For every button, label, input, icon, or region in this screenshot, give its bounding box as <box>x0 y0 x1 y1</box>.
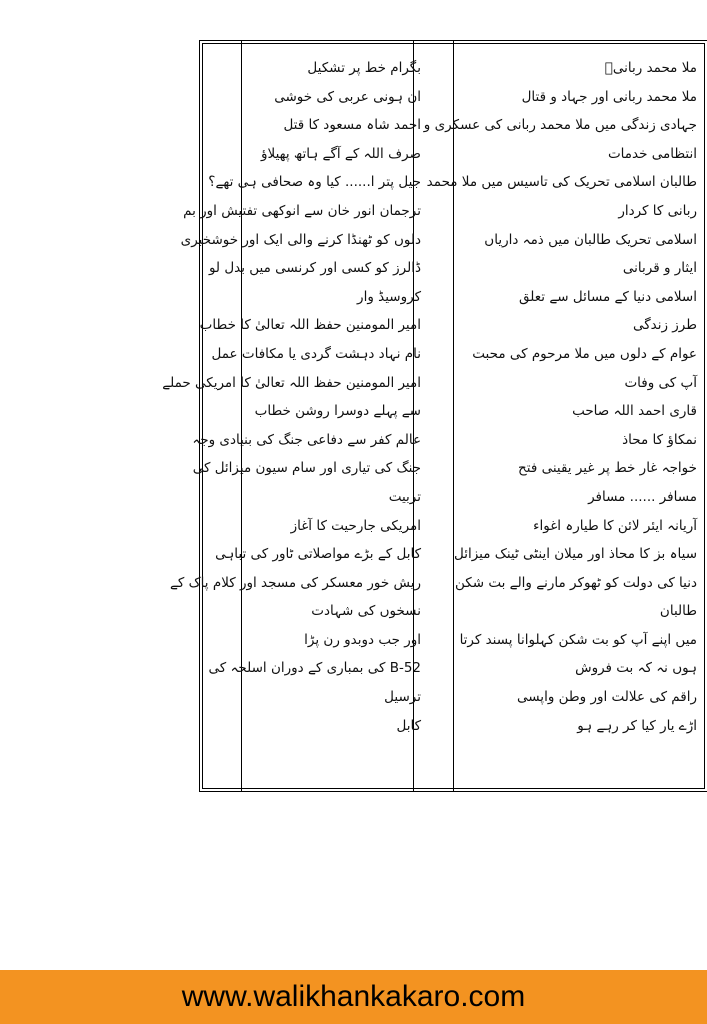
toc-entry: نمکاؤ کا محاذ <box>622 431 697 448</box>
toc-entry: کابل کے بڑے مواصلاتی ٹاور کی تباہی <box>215 546 421 563</box>
toc-entry: کابل <box>396 717 421 734</box>
toc-entry: نام نہاد دہشت گردی یا مکافات عمل <box>211 345 421 362</box>
toc-entry: ملا محمد ربانیؒ <box>604 60 697 76</box>
toc-entry: ترجمان انور خان سے انوکھی تفتیش اور بم <box>183 202 421 219</box>
toc-entry: امریکی جارحیت کا آغاز <box>290 517 421 534</box>
toc-entry: ان ہونی عربی کی خوشی <box>274 88 421 105</box>
toc-entry: سے پہلے دوسرا روشن خطاب <box>254 403 421 420</box>
toc-entry: بگرام خط پر تشکیل <box>307 60 421 76</box>
toc-entry: آپ کی وفات <box>624 374 697 391</box>
website-url[interactable]: www.walikhankakaro.com <box>181 980 526 1013</box>
toc-right-column <box>423 54 697 740</box>
toc-entry: ریش خور معسکر کی مسجد اور کلام پاک کے <box>169 574 421 591</box>
toc-entry: اڑے یار کیا کر رہے ہو <box>577 717 697 734</box>
toc-entry: میں اپنے آپ کو بت شکن کہلوانا پسند کرتا <box>459 631 697 648</box>
toc-entry: عوام کے دلوں میں ملا مرحوم کی محبت <box>472 345 697 362</box>
toc-entry: ترسیل <box>384 689 421 706</box>
toc-left-column <box>162 54 421 740</box>
toc-entry: طالبان اسلامی تحریک کی تاسیس میں ملا محمد <box>426 174 697 191</box>
toc-entry: طالبان <box>659 603 697 620</box>
toc-entry: تربیت <box>388 488 421 505</box>
toc-entry: نسخوں کی شہادت <box>311 603 421 620</box>
column-divider <box>453 41 454 791</box>
toc-entry: احمد شاہ مسعود کا قتل <box>283 117 421 134</box>
toc-entry: اور جب دوبدو رن پڑا <box>304 631 421 648</box>
toc-entry: قاری احمد اللہ صاحب <box>572 403 697 420</box>
toc-entry: ملا محمد ربانی اور جہاد و قتال <box>521 88 697 105</box>
toc-entry: ایثار و قربانی <box>622 260 697 277</box>
toc-entry: خواجہ غار خط پر غیر یقینی فتح <box>518 460 697 477</box>
toc-entry: دلوں کو ٹھنڈا کرنے والی ایک اور خوشخبری <box>180 231 421 248</box>
toc-entry: جہادی زندگی میں ملا محمد ربانی کی عسکری و <box>423 117 697 134</box>
toc-entry: ہوں نہ کہ بت فروش <box>575 660 697 677</box>
toc-entry: طرز زندگی <box>632 317 697 334</box>
toc-entry: امیر المومنین حفظ اللہ تعالیٰ کا خطاب <box>199 317 421 334</box>
toc-entry: مسافر ...... مسافر <box>588 488 697 505</box>
toc-entry: سیاہ بز کا محاذ اور میلان اینٹی ٹینک میزائل <box>454 546 697 563</box>
toc-entry: دنیا کی دولت کو ٹھوکر مارنے والے بت شکن <box>455 574 697 591</box>
toc-entry: جنگ کی تیاری اور سام سیون میزائل کی <box>192 460 421 477</box>
toc-entry: جیل پتر ا...... کیا وہ صحافی ہی تھے؟ <box>208 174 421 191</box>
toc-entry: امیر المومنین حفظ اللہ تعالیٰ کا امریکی حملے <box>162 374 421 391</box>
toc-entry: آریانہ ایئر لائن کا طیارہ اغواء <box>533 517 697 534</box>
toc-entry: ڈالرز کو کسی اور کرنسی میں بدل لو <box>208 260 421 277</box>
toc-entry: اسلامی تحریک طالبان میں ذمہ داریاں <box>484 231 697 248</box>
toc-entry: ربانی کا کردار <box>618 202 697 219</box>
toc-entry: راقم کی علالت اور وطن واپسی <box>517 689 697 706</box>
table-of-contents <box>162 40 707 792</box>
footer-banner <box>0 970 707 1024</box>
toc-entry: B-52 کی بمباری کے دوران اسلحہ کی <box>208 660 421 677</box>
toc-entry: انتظامی خدمات <box>607 145 697 162</box>
toc-entry: کروسیڈ وار <box>357 288 421 305</box>
toc-entry: صرف اللہ کے آگے ہاتھ پھیلاؤ <box>261 145 421 162</box>
toc-entry: عالم کفر سے دفاعی جنگ کی بنیادی وجہ <box>192 431 421 448</box>
toc-entry: اسلامی دنیا کے مسائل سے تعلق <box>519 288 697 305</box>
